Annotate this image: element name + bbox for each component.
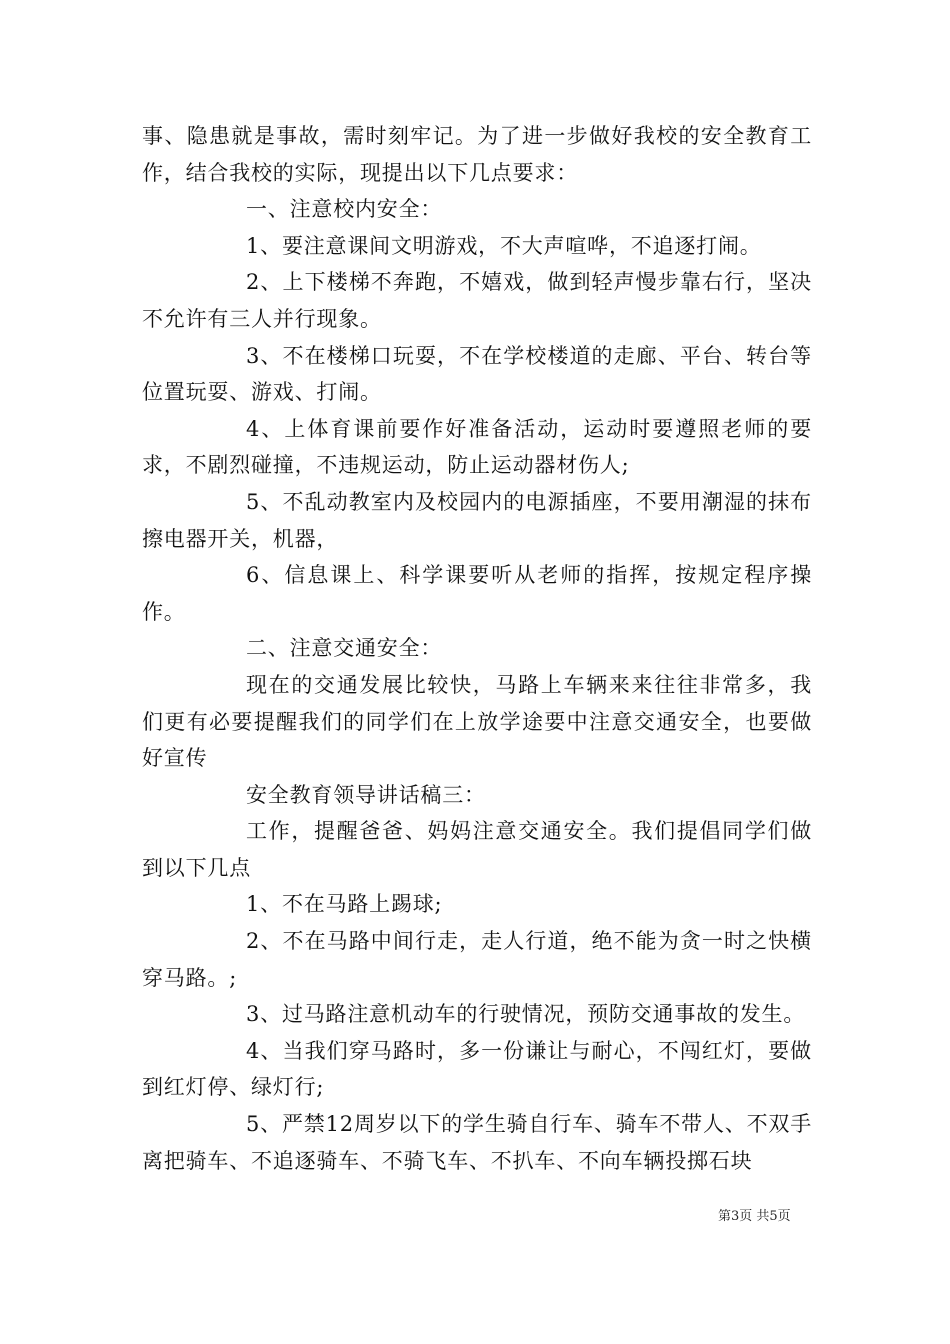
campus-item-5: 5、不乱动教室内及校园内的电源插座，不要用潮湿的抹布擦电器开关，机器， (142, 489, 812, 551)
campus-item-6: 6、信息课上、科学课要听从老师的指挥，按规定程序操作。 (142, 563, 812, 624)
traffic-advocacy: 工作，提醒爸爸、妈妈注意交通安全。我们提倡同学们做到以下几点 (142, 819, 812, 880)
traffic-item-5: 5、严禁12周岁以下的学生骑自行车、骑车不带人、不双手离把骑车、不追逐骑车、不骑飞车、不扒车、不向车辆投掷石块 (142, 1112, 812, 1173)
heading-traffic-safety: 二、注意交通安全： (246, 636, 443, 661)
body-text (142, 118, 812, 1179)
traffic-item-4: 4、当我们穿马路时，多一份谦让与耐心，不闯红灯，要做到红灯停、绿灯行; (142, 1038, 812, 1100)
campus-item-4: 4、上体育课前要作好准备活动，运动时要遵照老师的要求，不剧烈碰撞，不违规运动，防止运动器材伤人; (142, 416, 812, 478)
heading-campus-safety: 一、注意校内安全： (246, 197, 443, 222)
paragraph-1: 事、隐患就是事故，需时刻牢记。为了进一步做好我校的安全教育工作，结合我校的实际，现提出以下几点要求： (142, 124, 812, 185)
campus-item-3: 3、不在楼梯口玩耍，不在学校楼道的走廊、平台、转台等位置玩耍、游戏、打闹。 (142, 343, 812, 405)
traffic-item-3: 3、过马路注意机动车的行驶情况，预防交通事故的发生。 (246, 1002, 806, 1027)
page-number-footer: 第3页 共5页 (718, 1209, 791, 1224)
campus-item-1: 1、要注意课间文明游戏，不大声喧哗，不追逐打闹。 (246, 233, 762, 258)
traffic-item-2: 2、不在马路中间行走，走人行道，绝不能为贪一时之快横穿马路。; (142, 929, 812, 990)
traffic-item-1: 1、不在马路上踢球; (246, 892, 443, 917)
traffic-intro: 现在的交通发展比较快，马路上车辆来来往往非常多，我们更有必要提醒我们的同学们在上放学途要中注意交通安全，也要做好宣传 (142, 672, 812, 771)
speech-title-three: 安全教育领导讲话稿三： (246, 782, 486, 807)
campus-item-2: 2、上下楼梯不奔跑，不嬉戏，做到轻声慢步靠右行，坚决不允许有三人并行现象。 (142, 270, 812, 331)
